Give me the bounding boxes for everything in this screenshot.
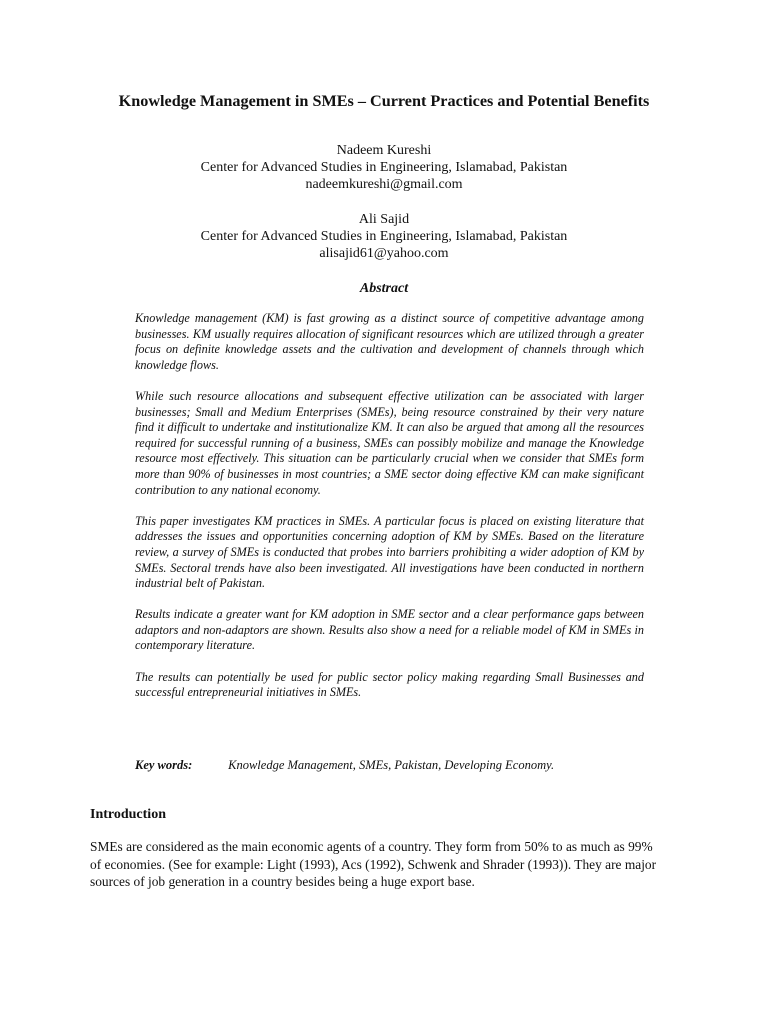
abstract-paragraph: Results indicate a greater want for KM adoption in SME sector and a clear performance gaps between adaptors and non-adaptors are shown. Results also show a need for a reliable model of KM in SMEs in contemporary literature.: [135, 607, 644, 653]
author-email: nadeemkureshi@gmail.com: [305, 177, 463, 192]
paper-title: Knowledge Management in SMEs – Current Practices and Potential Benefits: [118, 92, 650, 110]
author-block-1: [0, 142, 768, 193]
keywords: [135, 757, 655, 773]
keywords-values: Knowledge Management, SMEs, Pakistan, Developing Economy.: [228, 758, 555, 772]
author-name: Ali Sajid: [358, 212, 410, 227]
abstract-body: [135, 311, 644, 716]
author-affiliation: Center for Advanced Studies in Engineering, Islamabad, Pakistan: [200, 229, 568, 244]
author-name: Nadeem Kureshi: [336, 143, 432, 158]
body-text-line: of economies. (See for example: Light (1993), Acs (1992), Schwenk and Shrader (1993)). They are major: [90, 856, 657, 872]
abstract-paragraph: This paper investigates KM practices in SMEs. A particular focus is placed on existing literature that addresses the issues and opportunities concerning adoption of KM by SMEs. Based on the literature review, a survey of SMEs is conducted that probes into barriers prohibiting a wider adoption of KM by SMEs. Sectoral trends have also been investigated. All investigations have been conducted in northern industrial belt of Pakistan.: [135, 513, 644, 591]
abstract-paragraph: While such resource allocations and subsequent effective utilization can be associated with larger businesses; Small and Medium Enterprises (SMEs), being resource constrained by their very nature find it difficult to undertake and institutionalize KM. It can also be argued that among all the resources required for successful running of a business, SMEs can possibly mobilize and manage the Knowledge resource most effectively. This situation can be particularly crucial when we consider that SMEs form more than 90% of businesses in most countries; a SME sector doing effective KM can make significant contribution to any national economy.: [135, 388, 644, 497]
abstract-paragraph: The results can potentially be used for public sector policy making regarding Small Businesses and successful entrepreneurial initiatives in SMEs.: [135, 669, 644, 700]
abstract-heading: Abstract: [359, 281, 409, 296]
author-affiliation: Center for Advanced Studies in Engineering, Islamabad, Pakistan: [200, 160, 568, 175]
section-heading-introduction: Introduction: [90, 807, 166, 822]
keywords-label: Key words:: [135, 758, 193, 772]
abstract-paragraph: Knowledge management (KM) is fast growing as a distinct source of competitive advantage among businesses. KM usually requires allocation of significant resources which are utilized through a greater focus on definite knowledge assets and the cultivation and development of channels through which knowledge flows.: [135, 311, 644, 372]
introduction-body: [90, 838, 678, 891]
body-text-line: sources of job generation in a country besides being a huge export base.: [90, 874, 475, 890]
author-block-2: [0, 211, 768, 262]
author-email: alisajid61@yahoo.com: [319, 246, 449, 261]
body-text-line: SMEs are considered as the main economic agents of a country. They form from 50% to as much as 99%: [90, 839, 653, 854]
